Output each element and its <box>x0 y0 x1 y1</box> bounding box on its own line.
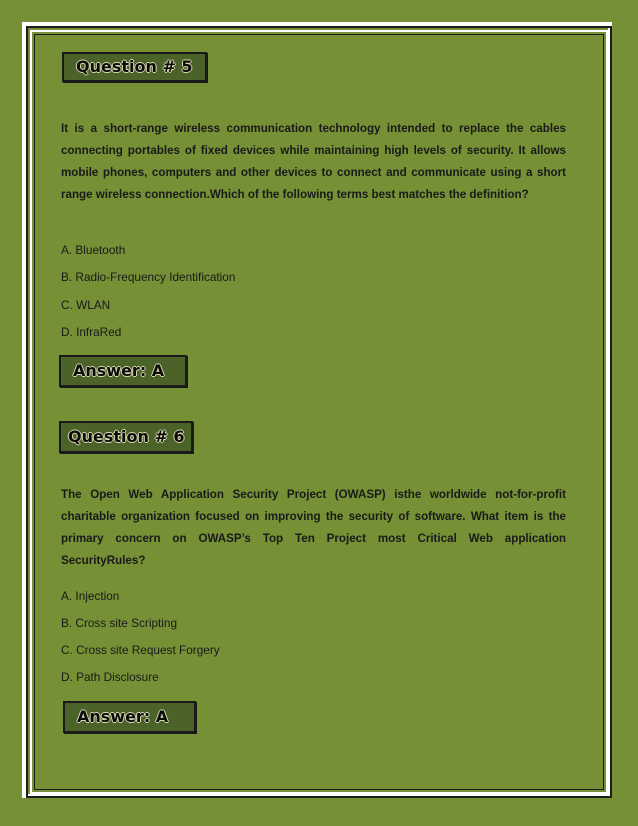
question-6-option-a: A. Injection <box>61 589 120 603</box>
question-5-option-c: C. WLAN <box>61 298 111 312</box>
question-6-answer-box <box>63 701 196 733</box>
question-6-text: The Open Web Application Security Project (OWASP) isthe worldwide not-for-profit charitable organization focused on improving the security of software. What item is the primary concern on OWASP’s Top Ten Project most Critical Web application SecurityRules? <box>61 488 566 567</box>
question-6-answer: Answer: A <box>77 707 169 726</box>
question-6-title: Question # 6 <box>68 427 185 446</box>
question-6-option-b: B. Cross site Scripting <box>61 616 178 630</box>
question-5-option-b: B. Radio-Frequency Identification <box>61 270 236 284</box>
question-6-option-d: D. Path Disclosure <box>61 670 159 684</box>
question-5-title: Question # 5 <box>76 57 193 76</box>
question-5-text: It is a short-range wireless communication technology intended to replace the cables connecting portables of fixed devices while maintaining high levels of security. It allows mobile phones, computers and other devices to connect and communicate using a short range wireless connection.Which of the following terms best matches the definition? <box>61 122 566 201</box>
question-5-option-d: D. InfraRed <box>61 325 122 339</box>
question-5-header <box>62 52 207 82</box>
question-6-option-c: C. Cross site Request Forgery <box>61 643 220 657</box>
question-5-answer-box <box>59 355 187 387</box>
question-5-answer: Answer: A <box>73 361 165 380</box>
question-5-option-a: A. Bluetooth <box>61 243 126 257</box>
question-6-header <box>59 421 193 453</box>
